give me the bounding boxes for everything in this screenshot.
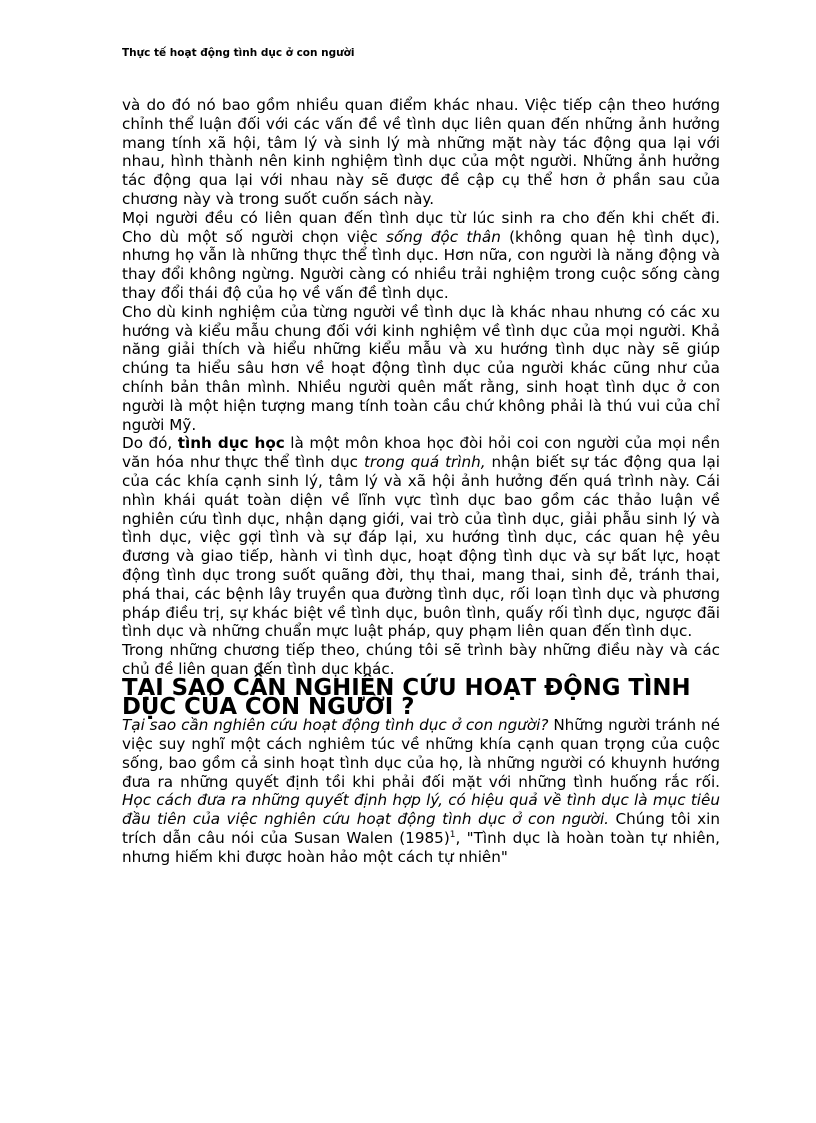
text-run: và do đó nó bao gồm nhiều quan điểm khác nhau. Việc tiếp cận theo hướng chỉnh thể luận đối với các vấn đề về tình dục liên quan đến những ảnh hưởng mang tính xã hội, tâm lý và sinh lý mà những mặt này tác động qua lại với nhau, hình thành nên kinh nghiệm tình dục của một người. Những ảnh hưởng tác động qua lại với nhau này sẽ được đề cập cụ thể hơn ở phần sau của chương này và trong suốt cuốn sách này.	[122, 96, 720, 208]
text-run: Chúng tôi xin trích dẫn câu nói của Susan Walen (1985)	[122, 810, 720, 848]
paragraph-why-study	[122, 716, 720, 866]
page-body	[122, 96, 720, 867]
text-run: Những người tránh né việc suy nghĩ một cách nghiêm túc về những khía cạnh quan trọng của cuộc sống, bao gồm cả sinh hoạt tình dục của họ, là những người có khuynh hướng đưa ra những quyết định tồi khi phải đối mặt với những tình huống rắc rối.	[122, 716, 720, 791]
text-run: Mọi người đều có liên quan đến tình dục từ lúc sinh ra cho đến khi chết đi. Cho dù một số người chọn việc	[122, 208, 720, 246]
emphasis-text: trong quá trình,	[363, 453, 486, 472]
paragraph-sexology-definition	[122, 434, 720, 641]
text-run: , "Tình dục là hoàn toàn tự nhiên, nhưng hiếm khi được hoàn hảo một cách tự nhiên"	[122, 829, 720, 866]
paragraph-common-patterns	[122, 303, 720, 435]
footnote-ref: 1	[449, 830, 456, 841]
section-heading: TẠI SAO CẦN NGHIÊN CỨU HOẠT ĐỘNG TÌNH DỤC CỦA CON NGƯỜI ?	[122, 674, 691, 720]
paragraph-holistic-approach	[122, 96, 720, 209]
running-header: Thực tế hoạt động tình dục ở con người	[122, 47, 355, 59]
paragraph-next-chapters	[122, 641, 720, 679]
text-run: nhận biết sự tác động qua lại của các khía cạnh sinh lý, tâm lý và xã hội ảnh hưởng đến quá trình này. Cái nhìn khái quát toàn diện về lĩnh vực tình dục bao gồm các thảo luận về nghiên cứu tình dục, nhận dạng giới, vai trò của tình dục, giải phẫu sinh lý và tình dục, việc gợi tình và sự đáp lại, xu hướng tình dục, các quan hệ yêu đương và giao tiếp, hành vi tình dục, hoạt động tình dục và sự bất lực, hoạt động tình dục trong suốt quãng đời, thụ thai, mang thai, sinh đẻ, tránh thai, phá thai, các bệnh lây truyền qua đường tình dục, rối loạn tình dục và phương pháp điều trị, sự khác biệt về tình dục, buôn tình, quấy rối tình dục, ngược đãi tình dục và những chuẩn mực luật pháp, quy phạm liên quan đến tình dục.	[122, 453, 720, 641]
paragraph-lifelong-sexuality	[122, 209, 720, 303]
text-run: Trong những chương tiếp theo, chúng tôi sẽ trình bày những điều này và các chủ đề liên quan đến tình dục khác.	[122, 641, 720, 678]
emphasis-text: Học cách đưa ra những quyết định hợp lý, có hiệu quả về tình dục là mục tiêu đầu tiên của việc nghiên cứu hoạt động tình dục ở con người.	[122, 791, 720, 829]
text-run: Do đó,	[122, 434, 178, 453]
emphasis-text: tình dục học	[177, 434, 285, 453]
emphasis-text: sống độc thân	[386, 227, 501, 246]
text-run: là một môn khoa học đòi hỏi coi con người của mọi nền văn hóa như thực thể tình dục	[122, 434, 720, 472]
text-run: (không quan hệ tình dục), nhưng họ vẫn là những thực thể tình dục. Hơn nữa, con người là năng động và thay đổi không ngừng. Người càng có nhiều trải nghiệm trong cuộc sống càng thay đổi thái độ của họ về vấn đề tình dục.	[122, 227, 721, 302]
text-run: Cho dù kinh nghiệm của từng người về tình dục là khác nhau nhưng có các xu hướng và kiểu mẫu chung đối với kinh nghiệm về tình dục của mọi người. Khả năng giải thích và hiểu những kiểu mẫu và xu hướng tình dục này sẽ giúp chúng ta hiểu sâu hơn về hoạt động tình dục của người khác cũng như của chính bản thân mình. Nhiều người quên mất rằng, sinh hoạt tình dục ở con người là một hiện tượng mang tính toàn cầu chứ không phải là thú vui của chỉ người Mỹ.	[122, 302, 720, 434]
emphasis-text: Tại sao cần nghiên cứu hoạt động tình dục ở con người?	[122, 716, 549, 735]
